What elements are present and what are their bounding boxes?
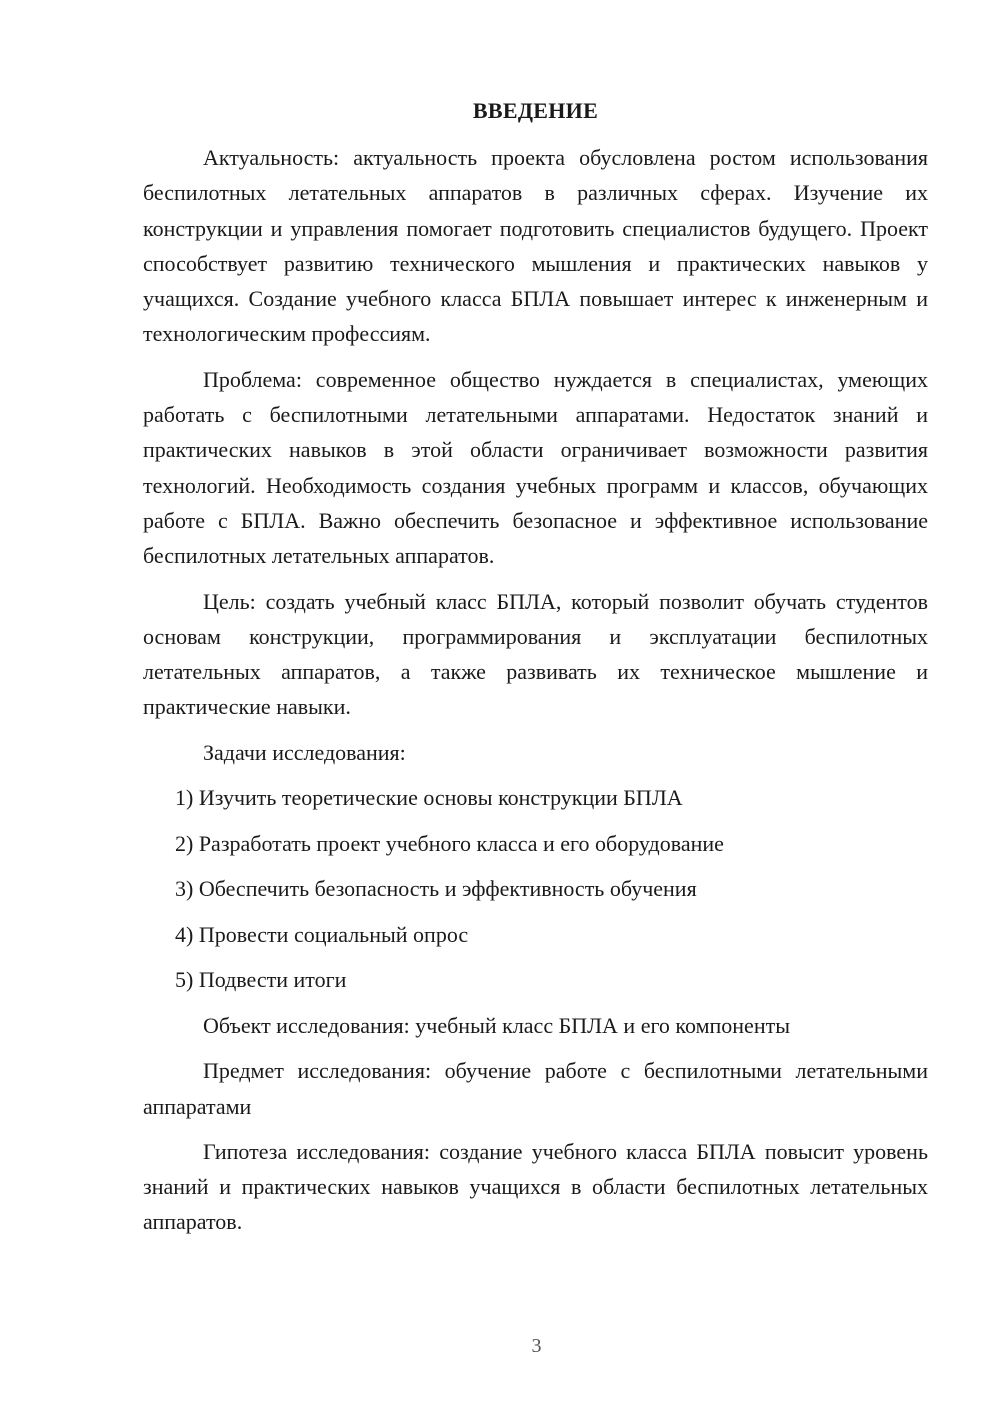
list-item: 5) Подвести итоги	[175, 967, 347, 993]
tasks-heading: Задачи исследования:	[203, 739, 406, 765]
page-number: 3	[531, 1335, 542, 1357]
research-hypothesis: Гипотеза исследования: создание учебного класса БПЛА повысит уровень знаний и практических навыков учащихся в области беспилотных летательных аппаратов.	[143, 1138, 928, 1235]
document-page	[143, 96, 928, 1250]
paragraph-problem: Проблема: современное общество нуждается в специалистах, умеющих работать с беспилотными летательными аппаратами. Недостаток знаний и практических навыков в этой области ограничивает возможности развития технологий. Необходимость создания учебных программ и классов, обучающих работе с БПЛА. Важно обеспечить безопасное и эффективное использование беспилотных летательных аппаратов.	[143, 366, 928, 569]
research-subject: Предмет исследования: обучение работе с беспилотными летательными аппаратами	[143, 1058, 928, 1119]
paragraph-relevance: Актуальность: актуальность проекта обусловлена ростом использования беспилотных летательных аппаратов в различных сферах. Изучение их конструкции и управления помогает подготовить специалистов будущего. Проект способствует развитию технического мышления и практических навыков у учащихся. Создание учебного класса БПЛА повышает интерес к инженерным и технологическим профессиям.	[143, 145, 928, 347]
paragraph-goal: Цель: создать учебный класс БПЛА, который позволит обучать студентов основам конструкции, программирования и эксплуатации беспилотных летательных аппаратов, а также развивать их техническое мышление и практические навыки.	[143, 588, 928, 720]
list-item: 1) Изучить теоретические основы конструкции БПЛА	[175, 785, 683, 811]
list-item: 2) Разработать проект учебного класса и его оборудование	[175, 830, 724, 856]
section-title: ВВЕДЕНИЕ	[472, 98, 599, 123]
research-object: Объект исследования: учебный класс БПЛА и его компоненты	[203, 1012, 790, 1038]
tasks-list	[143, 780, 928, 997]
list-item: 4) Провести социальный опрос	[175, 921, 469, 947]
list-item: 3) Обеспечить безопасность и эффективность обучения	[175, 876, 697, 902]
